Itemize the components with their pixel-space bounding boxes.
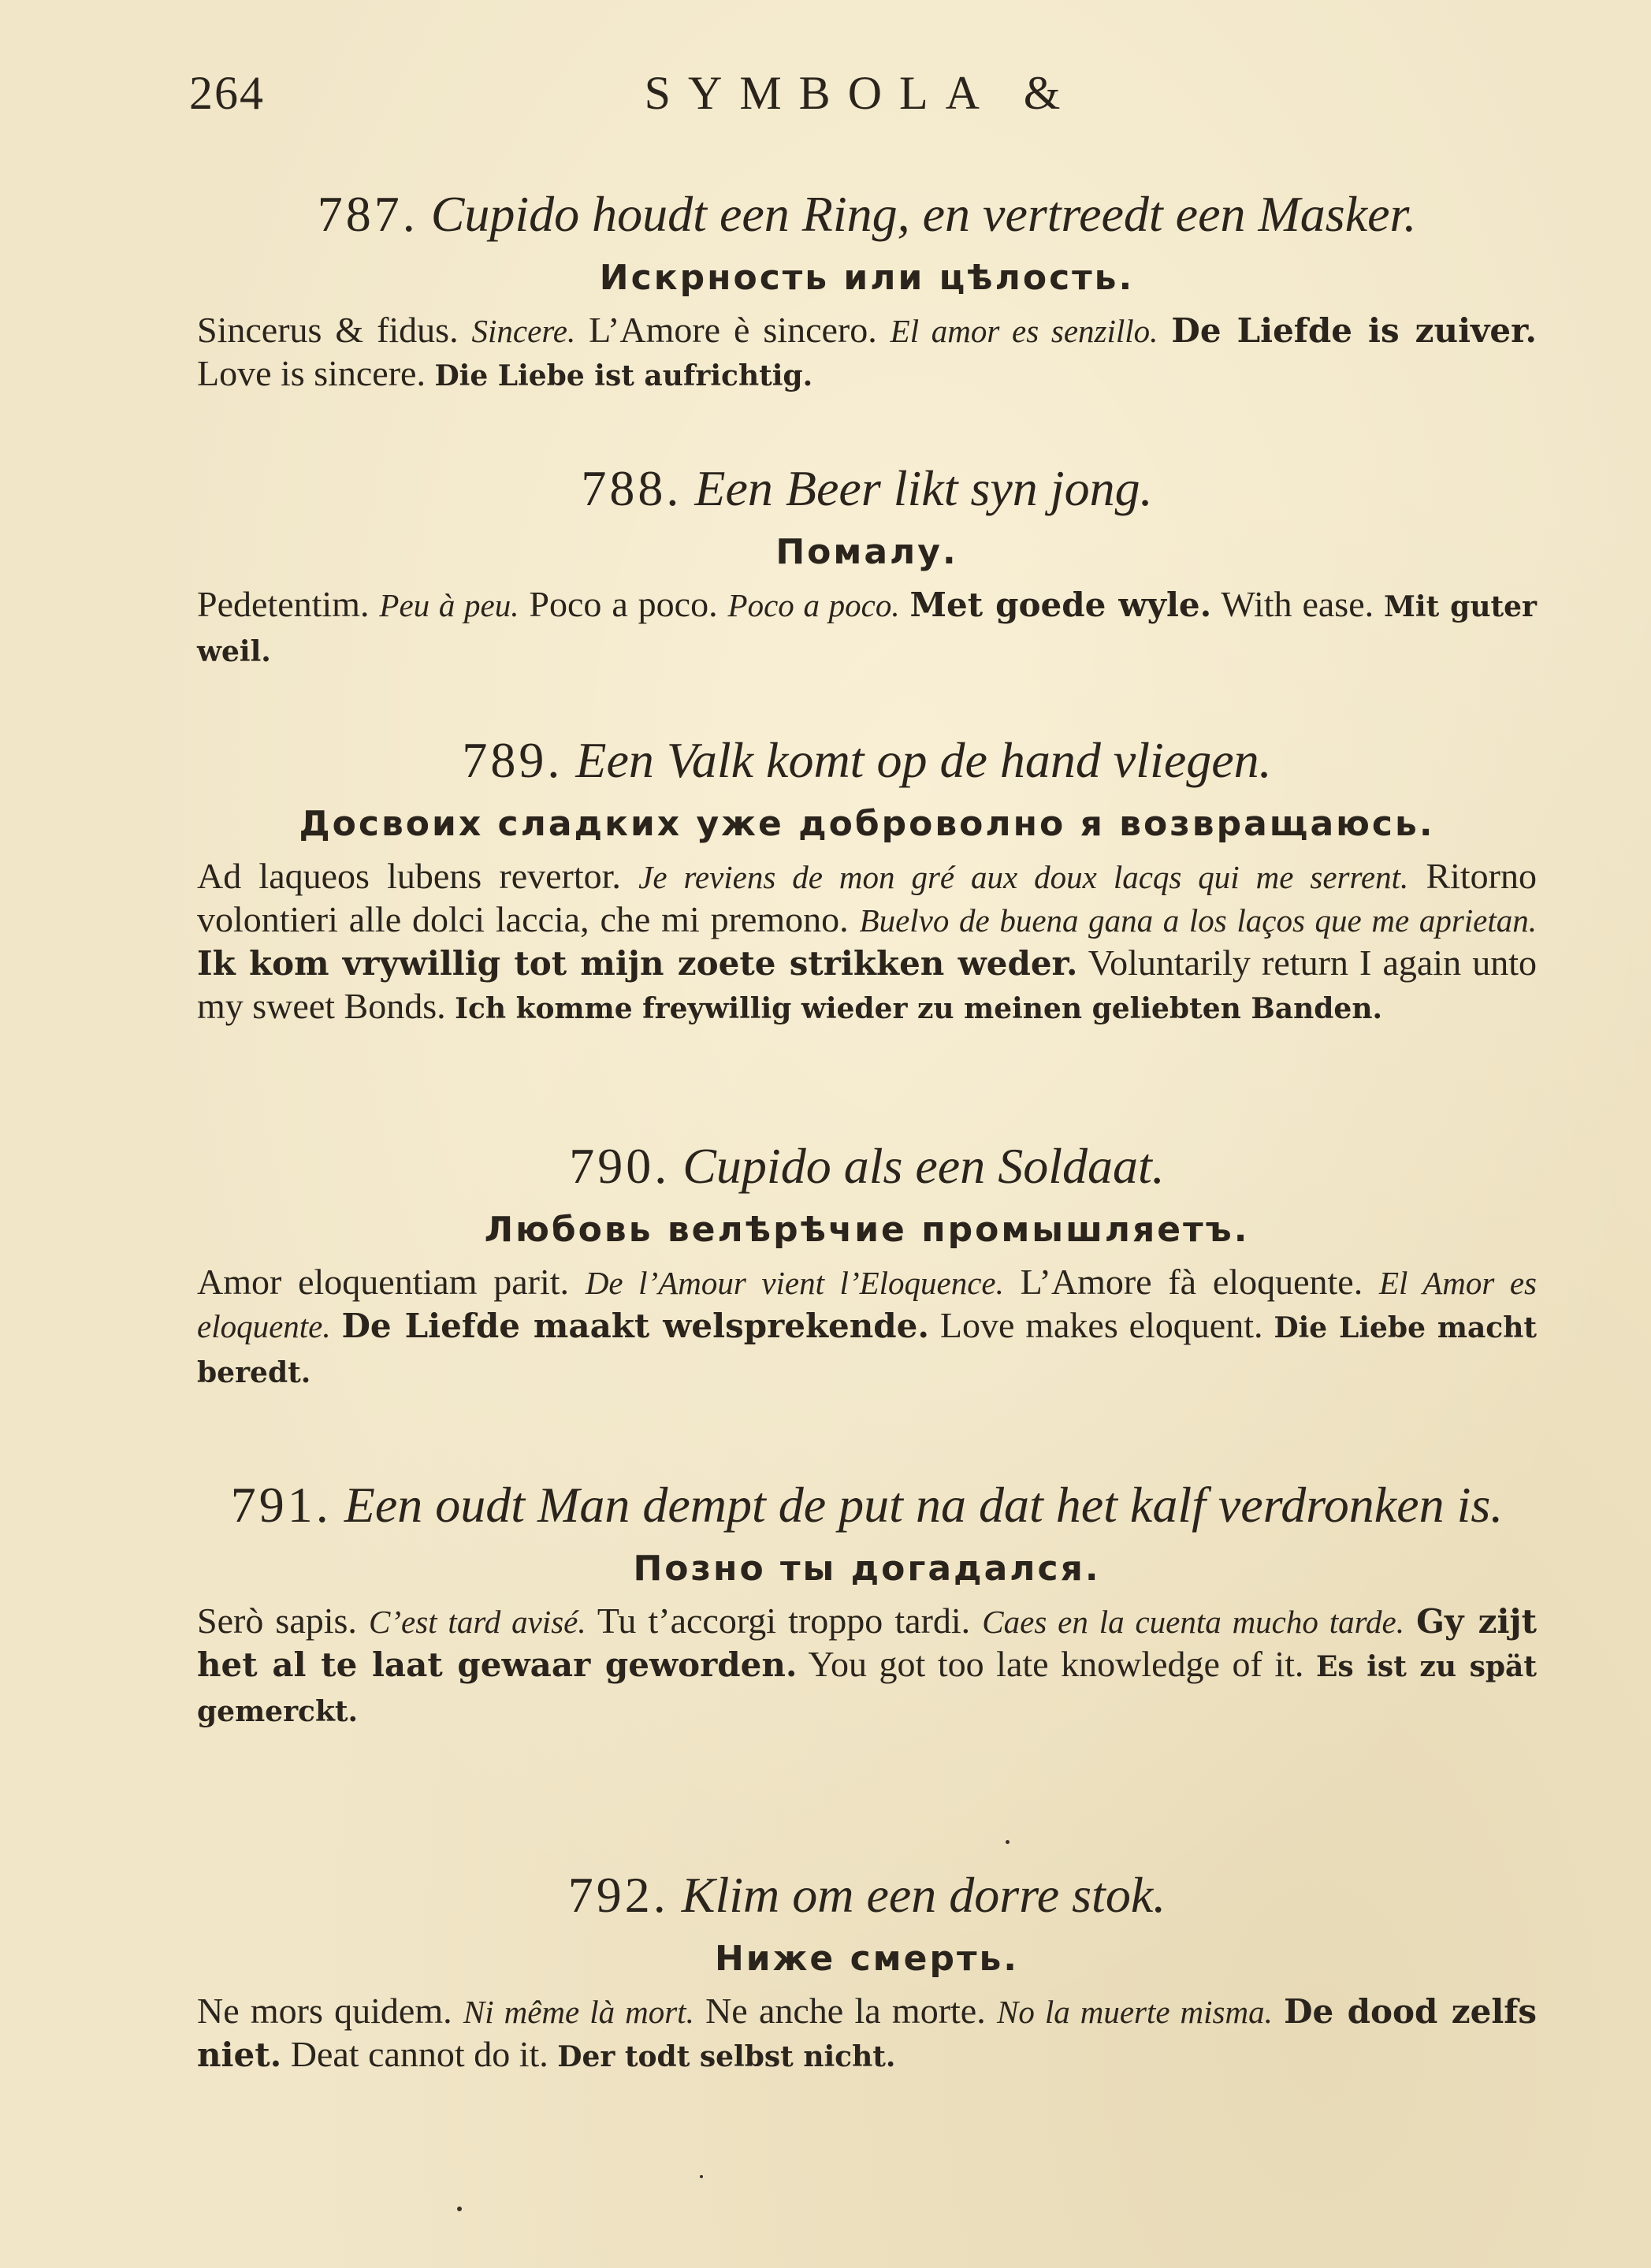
page-header	[189, 66, 1533, 129]
slavonic-motto: Ниже смерть.	[714, 1939, 1020, 1979]
slavonic-motto: Помалу.	[775, 532, 958, 572]
entry-translations: Sincerus & fidus. Sincere. L’Amore è sincero. El amor es senzillo. De Liefde is zuiver. Love is sincere. Die Liebe ist aufrichtig.	[197, 310, 1538, 393]
entry-791	[197, 1474, 1537, 1733]
entry-title: 792. Klim om een dorre stok.	[567, 1867, 1166, 1923]
entry-789	[197, 729, 1537, 1030]
entry-title: 789. Een Valk komt op de hand vliegen.	[462, 732, 1272, 788]
entry-translations: Serò sapis. C’est tard avisé. Tu t’accorgi troppo tardi. Caes en la cuenta mucho tarde. Gy zijt het al te laat gewaar geworden. You got too late knowledge of it. Es ist zu spät gemerckt.	[197, 1601, 1538, 1728]
entry-title: 788. Een Beer likt syn jong.	[581, 460, 1153, 516]
running-title: SYMBOLA &	[644, 67, 1078, 119]
slavonic-motto: Искрность или цѣлость.	[599, 258, 1135, 298]
slavonic-motto: Досвоих сладких уже доброволно я возвращаюсь.	[299, 804, 1435, 844]
entry-title: 791. Een oudt Man dempt de put na dat het kalf verdronken is.	[230, 1477, 1504, 1533]
entry-translations: Pedetentim. Peu à peu. Poco a poco. Poco a poco. Met goede wyle. With ease. Mit guter weil.	[197, 584, 1538, 668]
entry-title: 787. Cupido houdt een Ring, en vertreedt een Masker.	[317, 186, 1417, 242]
entry-translations: Ne mors quidem. Ni même là mort. Ne anche la morte. No la muerte misma. De dood zelfs niet. Deat cannot do it. Der todt selbst nicht.	[197, 1991, 1538, 2074]
entry-title: 790. Cupido als een Soldaat.	[569, 1138, 1165, 1194]
page-number: 264	[189, 67, 265, 119]
slavonic-motto: Любовь велѣрѣчие промышляетъ.	[484, 1210, 1250, 1250]
ink-speck	[1006, 1840, 1010, 1844]
entry-790	[197, 1135, 1537, 1394]
entry-792	[197, 1864, 1537, 2078]
entry-translations: Amor eloquentiam parit. De l’Amour vient l’Eloquence. L’Amore fà eloquente. El Amor es eloquente. De Liefde maakt welsprekende. Love makes eloquent. Die Liebe macht beredt.	[197, 1262, 1538, 1389]
ink-speck	[457, 2207, 462, 2211]
slavonic-motto: Позно ты догадался.	[633, 1549, 1101, 1589]
entry-translations: Ad laqueos lubens revertor. Je reviens de mon gré aux doux lacqs qui me serrent. Ritorno volontieri alle dolci laccia, che mi premono. Buelvo de buena gana a los laços que me aprietan. Ik kom vrywillig tot mijn zoete strikken weder. Voluntarily return I again unto my sweet Bonds. Ich komme freywillig wieder zu meinen geliebten Banden.	[197, 856, 1538, 1026]
entry-787	[197, 183, 1537, 397]
entry-788	[197, 457, 1537, 673]
ink-speck	[700, 2175, 703, 2178]
